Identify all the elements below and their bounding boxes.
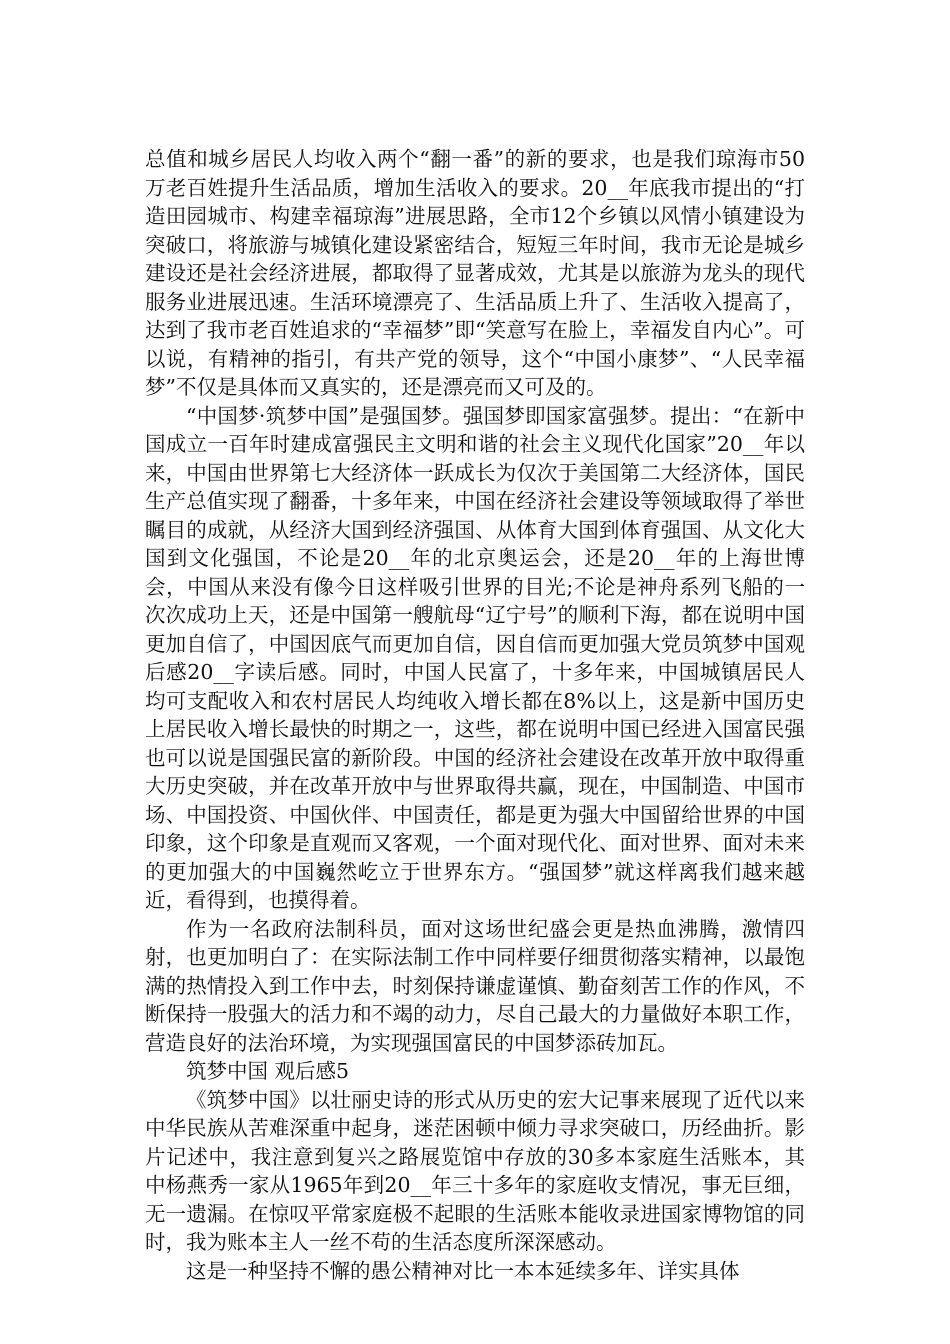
paragraph-4: 《筑梦中国》以壮丽史诗的形式从历史的宏大记事来展现了近代以来中华民族从苦难深重中起身，迷茫困顿中倾力寻求突破口，历经曲折。影片记述中，我注意到复兴之路展览馆中存放的30多本家庭生活账本，其中杨燕秀一家从1965年到20__年三十多年的家庭收支情况，事无巨细，无一遗漏。在惊叹平常家庭极不起眼的生活账本能收录进国家博物馆的同时，我为账本主人一丝不苟的生活态度所深深感动。 bbox=[145, 1087, 805, 1254]
paragraph-3: 作为一名政府法制科员，面对这场世纪盛会更是热血沸腾，激情四射，也更加明白了：在实际法制工作中同样要仔细贯彻落实精神，以最饱满的热情投入到工作中去，时刻保持谦虚谨慎、勤奋刻苦工作的作风，不断保持一股强大的活力和不竭的动力，尽自己最大的力量做好本职工作，营造良好的法治环境，为实现强国富民的中国梦添砖加瓦。 bbox=[145, 916, 805, 1055]
paragraph-1: 总值和城乡居民人均收入两个“翻一番”的新的要求，也是我们琼海市50万老百姓提升生活品质，增加生活收入的要求。20__年底我市提出的“打造田园城市、构建幸福琼海”进展思路，全市12个乡镇以风情小镇建设为突破口，将旅游与城镇化建设紧密结合，短短三年时间，我市无论是城乡建设还是社会经济进展，都取得了显著成效，尤其是以旅游为龙头的现代服务业进展迅速。生活环境漂亮了、生活品质上升了、生活收入提高了，达到了我市老百姓追求的“幸福梦”即“笑意写在脸上，幸福发自内心”。可以说，有精神的指引，有共产党的领导，这个“中国小康梦”、“人民幸福梦”不仅是具体而又真实的，还是漂亮而又可及的。 bbox=[145, 147, 805, 399]
paragraph-5: 这是一种坚持不懈的愚公精神对比一本本延续多年、详实具体 bbox=[186, 1258, 740, 1283]
section-heading: 筑梦中国 观后感5 bbox=[186, 1059, 350, 1083]
paragraph-2: “中国梦·筑梦中国”是强国梦。强国梦即国家富强梦。提出：“在新中国成立一百年时建成富强民主文明和谐的社会主义现代化国家”20__年以来，中国由世界第七大经济体一跃成长为仅次于美国第二大经济体，国民生产总值实现了翻番，十多年来，中国在经济社会建设等领域取得了举世瞩目的成就，从经济大国到经济强国、从体育大国到体育强国、从文化大国到文化强国，不论是20__年的北京奥运会，还是20__年的上海世博会，中国从来没有像今日这样吸引世界的目光;不论是神舟系列飞船的一次次成功上天，还是中国第一艘航母“辽宁号”的顺利下海，都在说明中国更加自信了，中国因底气而更加自信，因自信而更加强大党员筑梦中国观后感20__字读后感。同时，中国人民富了，十多年来，中国城镇居民人均可支配收入和农村居民人均纯收入增长都在8%以上，这是新中国历史上居民收入增长最快的时期之一，这些，都在说明中国已经进入国富民强也可以说是国强民富的新阶段。中国的经济社会建设在改革开放中取得重大历史突破，并在改革开放中与世界取得共赢，现在，中国制造、中国市场、中国投资、中国伙伴、中国责任，都是更为强大中国留给世界的中国印象，这个印象是直观而又客观，一个面对现代化、面对世界、面对未来的更加强大的中国巍然屹立于世界东方。“强国梦”就这样离我们越来越近，看得到，也摸得着。 bbox=[145, 403, 805, 912]
document-page bbox=[145, 145, 805, 1285]
